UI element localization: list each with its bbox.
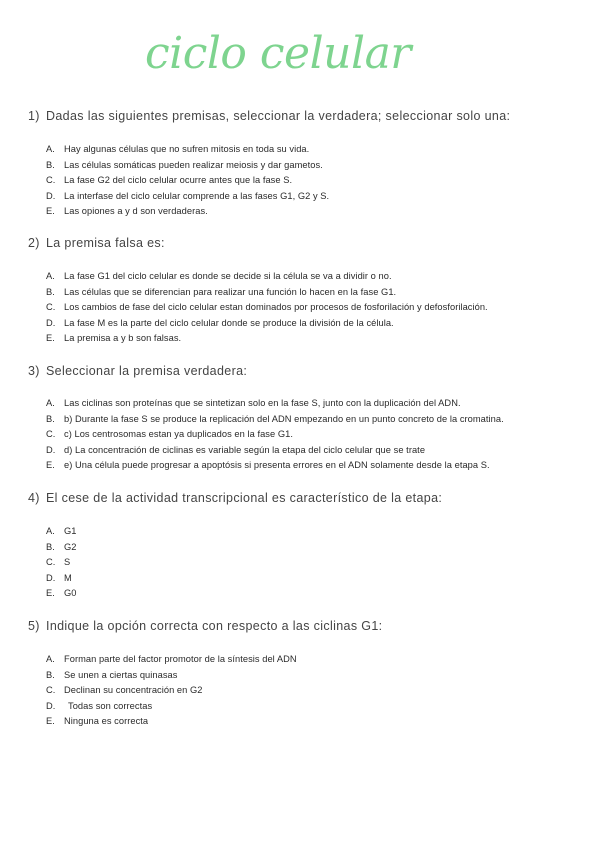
- option-2a[interactable]: [46, 269, 488, 285]
- question-3: [28, 364, 573, 470]
- option-text: Las opiones a y d son verdaderas.: [64, 206, 208, 216]
- option-text: Forman parte del factor promotor de la síntesis del ADN: [64, 654, 297, 664]
- question-4-text: El cese de la actividad transcripcional es característico de la etapa:: [46, 491, 443, 505]
- option-letter: B.: [46, 159, 55, 170]
- option-text: La premisa a y b son falsas.: [64, 333, 182, 343]
- option-letter: C.: [46, 429, 56, 439]
- option-letter: C.: [46, 302, 56, 312]
- question-1: [28, 109, 573, 216]
- option-letter: A.: [46, 398, 55, 408]
- option-2d[interactable]: [46, 316, 488, 332]
- option-letter: A.: [46, 526, 55, 536]
- option-letter: E.: [46, 716, 55, 726]
- question-3-number: 3): [28, 364, 40, 378]
- option-5c[interactable]: [46, 683, 297, 699]
- question-1-number: 1): [28, 109, 40, 123]
- option-text: c) Los centrosomas estan ya duplicados en la fase G1.: [64, 429, 293, 439]
- option-4a[interactable]: [46, 524, 77, 540]
- option-5d[interactable]: [46, 699, 297, 715]
- option-1a[interactable]: [46, 142, 329, 158]
- option-letter: B.: [46, 669, 55, 680]
- option-2e[interactable]: [46, 331, 488, 347]
- option-letter: E.: [46, 333, 55, 343]
- option-text: S: [64, 557, 71, 567]
- question-5-header: [28, 619, 573, 634]
- option-letter: D.: [46, 572, 56, 583]
- option-letter: B.: [46, 286, 55, 297]
- option-text: e) Una célula puede progresar a apoptósis si presenta errores en el ADN solamente desde la etapa S.: [64, 460, 490, 470]
- option-2c[interactable]: [46, 300, 488, 316]
- option-letter: C.: [46, 685, 56, 695]
- question-4-options: [46, 524, 77, 602]
- option-3c[interactable]: [46, 427, 504, 443]
- option-5a[interactable]: [46, 652, 297, 668]
- option-text: Ninguna es correcta: [64, 716, 149, 726]
- question-3-text: Seleccionar la premisa verdadera:: [46, 364, 248, 378]
- question-5-number: 5): [28, 619, 40, 633]
- option-4c[interactable]: [46, 555, 77, 571]
- option-text: b) Durante la fase S se produce la replicación del ADN empezando en un punto concreto de la cromatina.: [64, 413, 504, 424]
- option-2b[interactable]: [46, 285, 488, 301]
- option-text: Los cambios de fase del ciclo celular estan dominados por procesos de fosforilación y defosforilación.: [64, 302, 488, 312]
- option-text: La fase G1 del ciclo celular es donde se decide si la célula se va a dividir o no.: [64, 271, 392, 281]
- option-letter: D.: [46, 700, 56, 711]
- question-3-header: [28, 364, 573, 379]
- option-letter: D.: [46, 190, 56, 201]
- question-2-number: 2): [28, 236, 40, 250]
- question-3-options: [46, 396, 504, 474]
- question-5: [28, 619, 573, 726]
- option-letter: C.: [46, 175, 56, 185]
- question-2-text: La premisa falsa es:: [46, 236, 165, 250]
- option-1d[interactable]: [46, 189, 329, 205]
- option-letter: B.: [46, 541, 55, 552]
- question-4-header: [28, 491, 573, 506]
- option-5b[interactable]: [46, 668, 297, 684]
- option-text: Las células somáticas pueden realizar meiosis y dar gametos.: [64, 159, 323, 170]
- option-letter: E.: [46, 206, 55, 216]
- option-letter: E.: [46, 588, 55, 598]
- option-3d[interactable]: [46, 443, 504, 459]
- option-letter: B.: [46, 413, 55, 424]
- option-letter: E.: [46, 460, 55, 470]
- question-1-text: Dadas las siguientes premisas, seleccionar la verdadera; seleccionar solo una:: [46, 109, 511, 123]
- option-text: Hay algunas células que no sufren mitosis en toda su vida.: [64, 144, 310, 154]
- option-text: La fase M es la parte del ciclo celular donde se produce la división de la célula.: [64, 317, 394, 328]
- option-text: Declinan su concentración en G2: [64, 685, 203, 695]
- option-text: Las células que se diferencian para realizar una función lo hacen en la fase G1.: [64, 286, 397, 297]
- question-1-header: [28, 109, 573, 124]
- option-text: G0: [64, 588, 77, 598]
- option-3b[interactable]: [46, 412, 504, 428]
- question-5-text: Indique la opción correcta con respecto a las ciclinas G1:: [46, 619, 383, 633]
- option-text: La fase G2 del ciclo celular ocurre antes que la fase S.: [64, 175, 293, 185]
- option-letter: C.: [46, 557, 56, 567]
- option-text: Se unen a ciertas quinasas: [64, 669, 178, 680]
- option-text: Las ciclinas son proteínas que se sintetizan solo en la fase S, junto con la duplicación del ADN.: [64, 398, 461, 408]
- option-1b[interactable]: [46, 158, 329, 174]
- option-letter: D.: [46, 317, 56, 328]
- option-letter: D.: [46, 444, 56, 455]
- option-text: G2: [64, 541, 77, 552]
- option-letter: A.: [46, 271, 55, 281]
- option-1c[interactable]: [46, 173, 329, 189]
- option-letter: A.: [46, 654, 55, 664]
- question-2: [28, 236, 573, 343]
- option-4b[interactable]: [46, 540, 77, 556]
- question-1-options: [46, 142, 329, 220]
- question-2-header: [28, 236, 573, 251]
- option-letter: A.: [46, 144, 55, 154]
- question-4: [28, 491, 573, 598]
- option-1e[interactable]: [46, 204, 329, 220]
- option-3a[interactable]: [46, 396, 504, 412]
- option-4e[interactable]: [46, 586, 77, 602]
- option-text: La interfase del ciclo celular comprende a las fases G1, G2 y S.: [64, 190, 330, 201]
- question-4-number: 4): [28, 491, 40, 505]
- option-text: M: [64, 572, 72, 583]
- page-title: ciclo celular: [145, 28, 411, 79]
- option-3e[interactable]: [46, 458, 504, 474]
- question-2-options: [46, 269, 488, 347]
- option-text: Todas son correctas: [68, 700, 153, 711]
- question-5-options: [46, 652, 297, 730]
- option-4d[interactable]: [46, 571, 77, 587]
- option-text: G1: [64, 526, 77, 536]
- option-5e[interactable]: [46, 714, 297, 730]
- option-text: d) La concentración de ciclinas es variable según la etapa del ciclo celular que se trate: [64, 444, 426, 455]
